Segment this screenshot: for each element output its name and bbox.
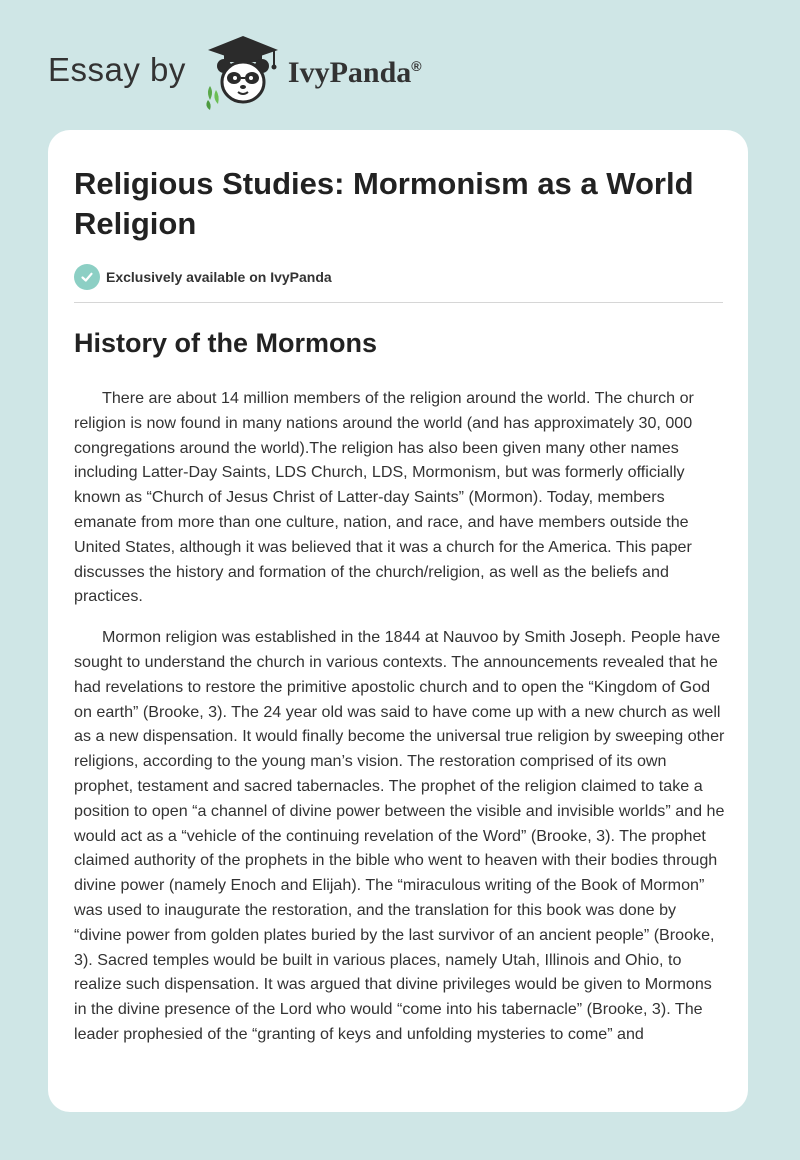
section-heading: History of the Mormons [74,328,378,358]
site-logo[interactable] [48,30,422,110]
essay-title: Religious Studies: Mormonism as a World Religion [74,166,694,241]
paragraph: There are about 14 million members of the religion around the world. The church or religion is now found in many nations around the world (and has approximately 30, 000 congregations around the world).The religion has also been given many other names including Latter-Day Saints, LDS Church, LDS, Mormonism, but was formerly officially known as “Church of Jesus Christ of Latter-day Saints” (Mormon). Today, members emanate from more than one culture, nation, and race, and have members outside the United States, although it was believed that it was a church for the America. This paper discusses the history and formation of the church/religion, as well as the beliefs and practices. [74,389,694,606]
divider [74,302,723,303]
exclusive-badge-label: Exclusively available on IvyPanda [106,269,332,285]
essay-by-label: Essay by [48,51,186,88]
essay-card [48,130,748,1112]
panda-graduate-logo-icon [202,30,284,110]
essay-body [74,386,726,1063]
exclusive-badge [74,264,332,290]
registered-mark: ® [411,58,422,74]
check-circle-icon [74,264,100,290]
paragraph: Mormon religion was established in the 1844 at Nauvoo by Smith Joseph. People have sought to understand the church in various contexts. The announcements revealed that he had revelations to restore the primitive apostolic church and to open the “Kingdom of God on earth” (Brooke, 3). The 24 year old was said to have come up with a new church as well as a new dispensation. It would finally become the universal true religion by sweeping other religions, according to the young man’s vision. The restoration comprised of its own prophet, testament and sacred tabernacles. The prophet of the religion claimed to take a position to open “a channel of divine power between the visible and invisible worlds” and he would act as a “vehicle of the continuing revelation of the Word” (Brooke, 3). The prophet claimed authority of the prophets in the bible who went to heaven with their bodies through divine power (namely Enoch and Elijah). The “miraculous writing of the Book of Mormon” was used to inaugurate the restoration, and the translation for this book was done by “divine power from golden plates buried by the last survivor of an ancient people” (Brooke, 3). Sacred temples would be built in various places, namely Utah, Illinois and Ohio, to realize such dispensation. It was argued that divine privileges would be given to Mormons in the divine presence of the Lord who would “come into his tabernacle” (Brooke, 3). The leader prophesied of the “granting of keys and unfolding mysteries to come” and [74,628,725,1043]
brand-name: IvyPanda® [287,56,422,89]
